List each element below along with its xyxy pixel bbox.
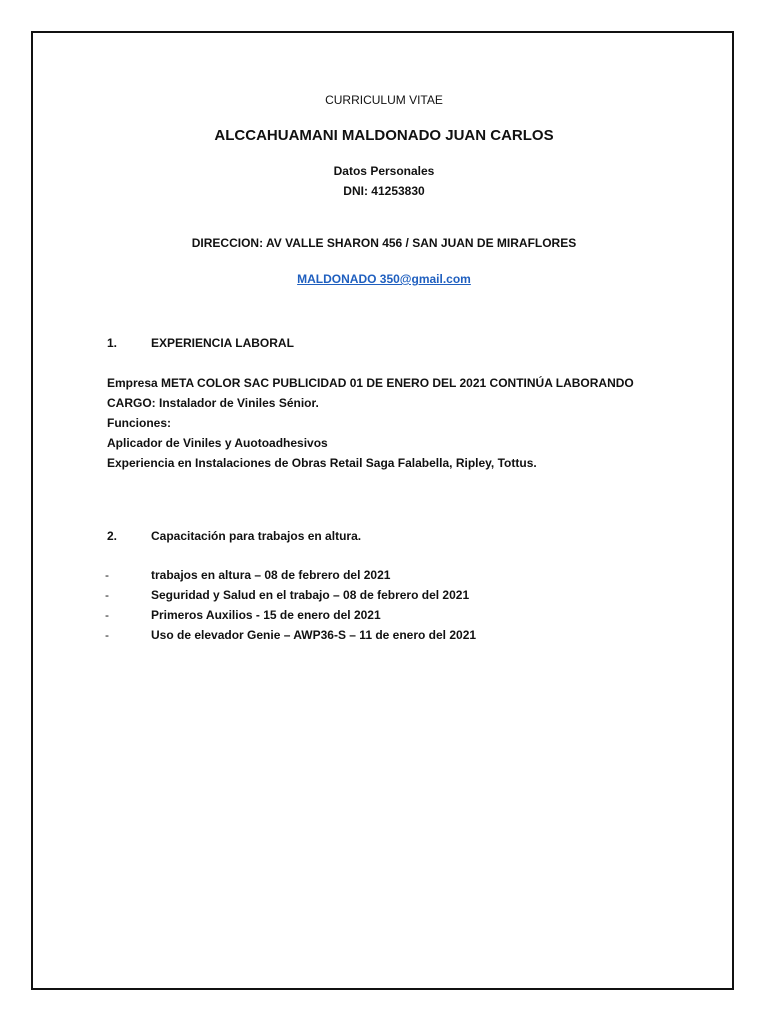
section-1-title: EXPERIENCIA LABORAL [151, 336, 294, 350]
training-item: Uso de elevador Genie – AWP36-S – 11 de enero del 2021 [151, 628, 477, 642]
dni: DNI: 41253830 [343, 184, 425, 198]
personal-data-label: Datos Personales [333, 164, 435, 178]
experience-line: Experiencia en Instalaciones de Obras Retail Saga Falabella, Ripley, Tottus. [107, 456, 537, 470]
email-row [0, 270, 768, 288]
section-2-number: 2. [107, 529, 118, 543]
training-item: Primeros Auxilios - 15 de enero del 2021 [151, 608, 381, 622]
email-link[interactable]: MALDONADO 350@gmail.com [297, 272, 471, 286]
experience-line: Empresa META COLOR SAC PUBLICIDAD 01 DE ENERO DEL 2021 CONTINÚA LABORANDO [107, 376, 634, 390]
bullet-marker: - [105, 628, 109, 642]
bullet-marker: - [105, 568, 109, 582]
section-2-title: Capacitación para trabajos en altura. [151, 529, 362, 543]
document-type: CURRICULUM VITAE [325, 93, 443, 107]
experience-line: CARGO: Instalador de Viniles Sénior. [107, 396, 319, 410]
experience-line: Aplicador de Viniles y Auotoadhesivos [107, 436, 328, 450]
section-1-number: 1. [107, 336, 118, 350]
bullet-marker: - [105, 608, 109, 622]
experience-line: Funciones: [107, 416, 172, 430]
training-item: Seguridad y Salud en el trabajo – 08 de febrero del 2021 [151, 588, 470, 602]
training-item: trabajos en altura – 08 de febrero del 2021 [151, 568, 391, 582]
address: DIRECCION: AV VALLE SHARON 456 / SAN JUAN DE MIRAFLORES [191, 236, 577, 250]
candidate-name: ALCCAHUAMANI MALDONADO JUAN CARLOS [214, 127, 554, 144]
bullet-marker: - [105, 588, 109, 602]
